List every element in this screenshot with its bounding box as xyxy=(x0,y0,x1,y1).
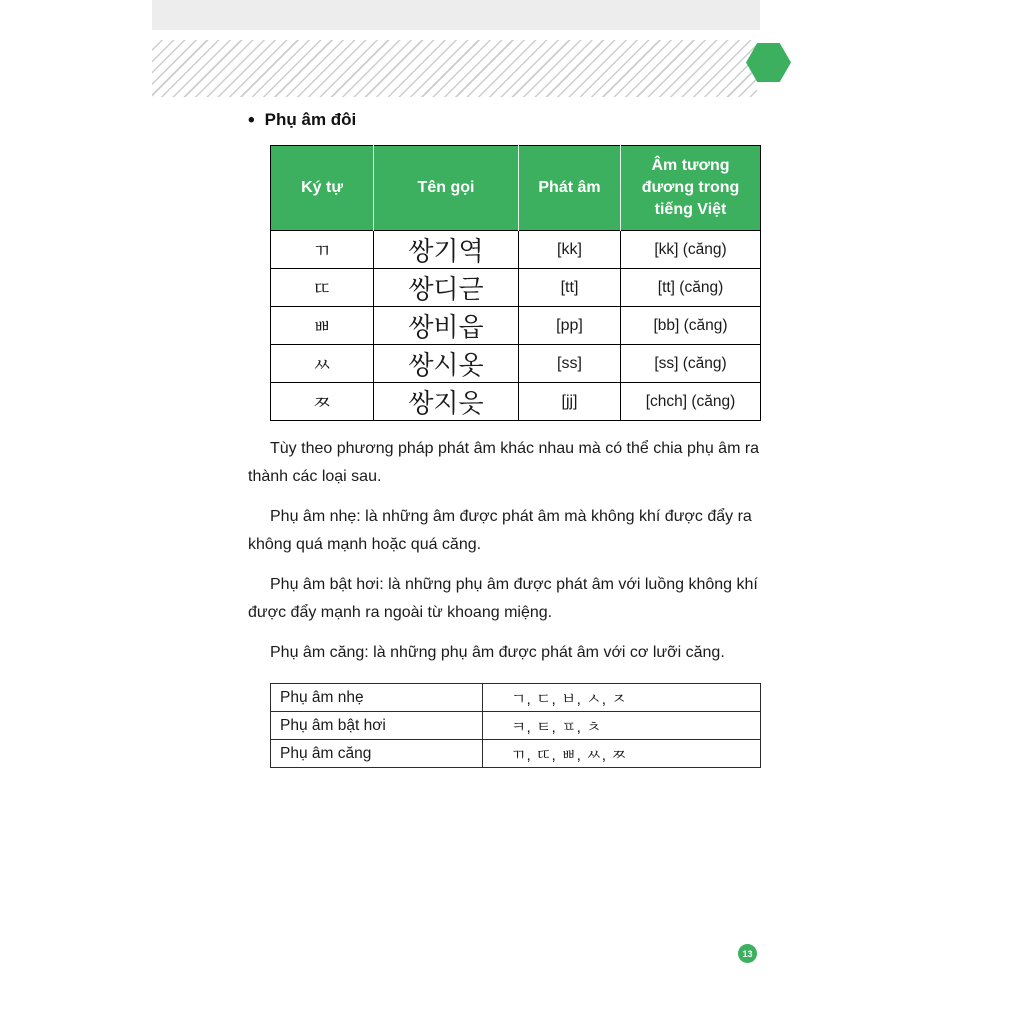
name-cell: 쌍기역 xyxy=(374,231,519,269)
pronunciation-cell: [ss] xyxy=(519,345,621,383)
header-cell-character: Ký tự xyxy=(271,146,374,231)
top-gray-bar xyxy=(152,0,760,30)
category-cell: Phụ âm bật hơi xyxy=(271,712,483,740)
bullet-icon: • xyxy=(248,109,255,131)
character-cell: ㅆ xyxy=(271,345,374,383)
name-cell: 쌍디귿 xyxy=(374,269,519,307)
category-cell: Phụ âm căng xyxy=(271,740,483,768)
character-cell: ㅉ xyxy=(271,383,374,421)
pronunciation-cell: [kk] xyxy=(519,231,621,269)
table-row xyxy=(271,383,761,421)
table-row xyxy=(271,740,761,768)
letters-cell: ㅋ, ㅌ, ㅍ, ㅊ xyxy=(483,712,761,740)
pronunciation-cell: [tt] xyxy=(519,269,621,307)
hatched-band xyxy=(152,40,757,97)
consonant-classification-table xyxy=(270,683,761,768)
pronunciation-cell: [pp] xyxy=(519,307,621,345)
paragraph-tense-consonant: Phụ âm căng: là những phụ âm được phát âm với cơ lưỡi căng. xyxy=(270,644,725,661)
equivalent-cell: [bb] (căng) xyxy=(621,307,761,345)
character-cell: ㄲ xyxy=(271,231,374,269)
paragraph-intro: Tùy theo phương pháp phát âm khác nhau mà có thể chia phụ âm ra thành các loại sau. xyxy=(248,440,760,485)
pronunciation-cell: [jj] xyxy=(519,383,621,421)
equivalent-cell: [tt] (căng) xyxy=(621,269,761,307)
header-cell-pronunciation: Phát âm xyxy=(519,146,621,231)
table-header-row xyxy=(271,146,761,231)
letters-cell: ㄲ, ㄸ, ㅃ, ㅆ, ㅉ xyxy=(483,740,761,768)
table-row xyxy=(271,345,761,383)
equivalent-cell: [chch] (căng) xyxy=(621,383,761,421)
header-cell-vietnamese-equivalent: Âm tương đương trong tiếng Việt xyxy=(621,146,761,231)
name-cell: 쌍비읍 xyxy=(374,307,519,345)
header-cell-name: Tên gọi xyxy=(374,146,519,231)
page-number-badge xyxy=(738,944,757,963)
section-heading-text: Phụ âm đôi xyxy=(264,110,357,129)
paragraph-light-consonant: Phụ âm nhẹ: là những âm được phát âm mà không khí được đẩy ra không quá mạnh hoặc quá căng. xyxy=(248,508,752,553)
table-row xyxy=(271,684,761,712)
table-row xyxy=(271,712,761,740)
double-consonant-table xyxy=(270,145,761,421)
page-content xyxy=(248,110,764,768)
equivalent-cell: [kk] (căng) xyxy=(621,231,761,269)
section-heading xyxy=(248,110,764,130)
character-cell: ㄸ xyxy=(271,269,374,307)
table-row xyxy=(271,269,761,307)
letters-cell: ㄱ, ㄷ, ㅂ, ㅅ, ㅈ xyxy=(483,684,761,712)
name-cell: 쌍시옷 xyxy=(374,345,519,383)
name-cell: 쌍지읏 xyxy=(374,383,519,421)
paragraph-aspirated-consonant: Phụ âm bật hơi: là những phụ âm được phát âm với luồng không khí được đẩy mạnh ra ngoài từ khoang miệng. xyxy=(248,576,758,621)
equivalent-cell: [ss] (căng) xyxy=(621,345,761,383)
page-number: 13 xyxy=(742,948,753,959)
table-row xyxy=(271,231,761,269)
character-cell: ㅃ xyxy=(271,307,374,345)
category-cell: Phụ âm nhẹ xyxy=(271,684,483,712)
table-row xyxy=(271,307,761,345)
